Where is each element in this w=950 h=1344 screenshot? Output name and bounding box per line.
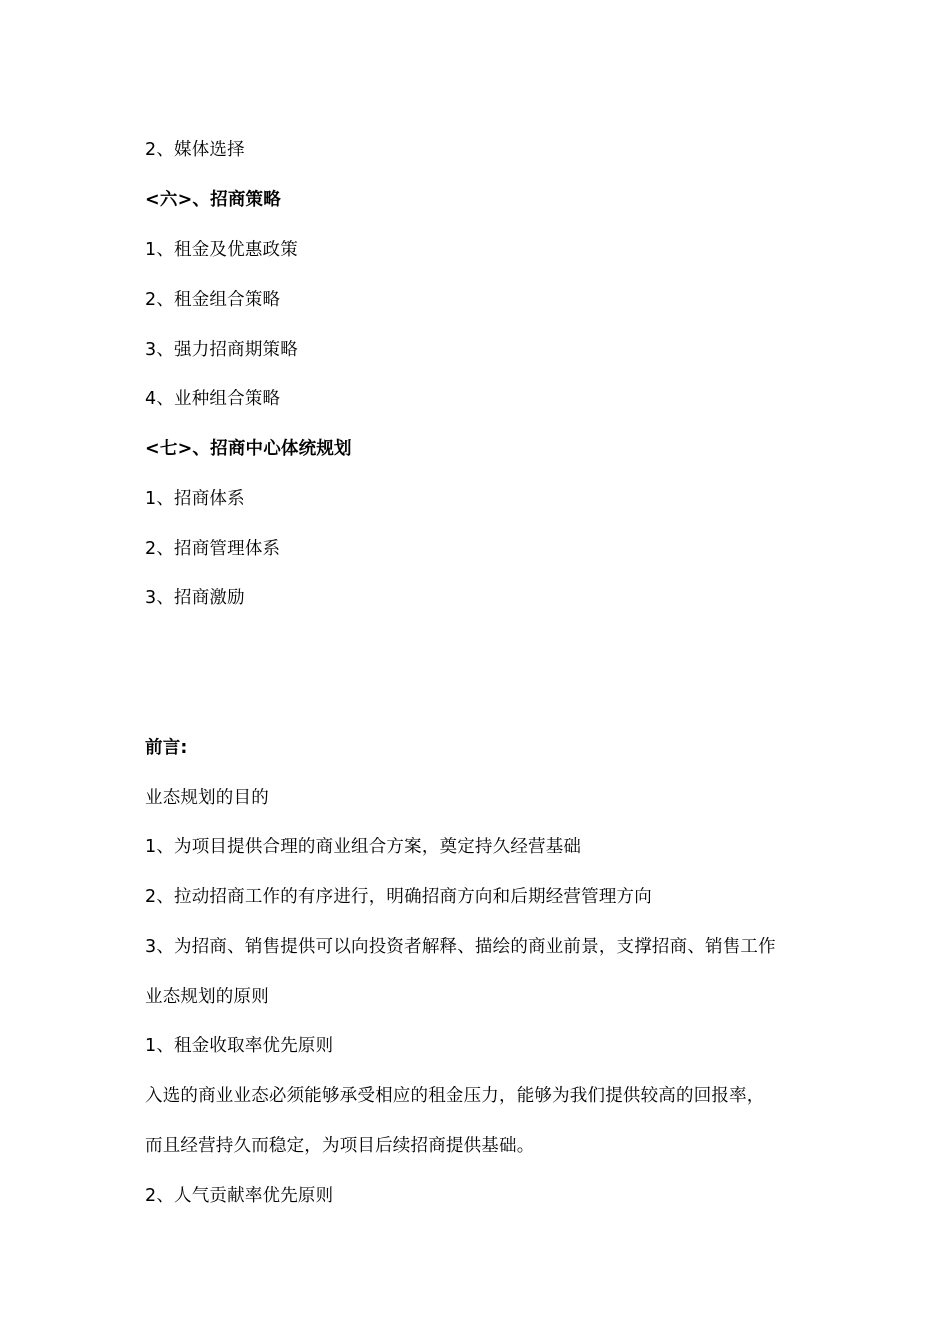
purpose-item: 2、拉动招商工作的有序进行，明确招商方向和后期经营管理方向 [145, 887, 652, 907]
section-6-item: 3、强力招商期策略 [145, 340, 298, 360]
preface-title: 前言: [145, 738, 188, 758]
section-6-heading: <六>、招商策略 [145, 190, 281, 210]
principle-2-title: 2、人气贡献率优先原则 [145, 1186, 334, 1206]
section-7-item: 2、招商管理体系 [145, 539, 281, 559]
principle-heading: 业态规划的原则 [145, 987, 269, 1007]
principle-1-text: 而且经营持久而稳定，为项目后续招商提供基础。 [145, 1136, 535, 1156]
section-6-item: 2、租金组合策略 [145, 290, 281, 310]
purpose-item: 1、为项目提供合理的商业组合方案，奠定持久经营基础 [145, 837, 582, 857]
section-7-item: 3、招商激励 [145, 588, 245, 608]
section-7-heading: <七>、招商中心体统规划 [145, 439, 352, 459]
purpose-heading: 业态规划的目的 [145, 788, 269, 808]
principle-1-title: 1、租金收取率优先原则 [145, 1036, 334, 1056]
purpose-item: 3、为招商、销售提供可以向投资者解释、描绘的商业前景，支撑招商、销售工作 [145, 937, 776, 957]
section-6-item: 4、业种组合策略 [145, 389, 281, 409]
section-6-item: 1、租金及优惠政策 [145, 240, 298, 260]
principle-1-text: 入选的商业业态必须能够承受相应的租金压力，能够为我们提供较高的回报率， [145, 1086, 765, 1106]
outline-item-media: 2、媒体选择 [145, 140, 245, 160]
section-7-item: 1、招商体系 [145, 489, 245, 509]
